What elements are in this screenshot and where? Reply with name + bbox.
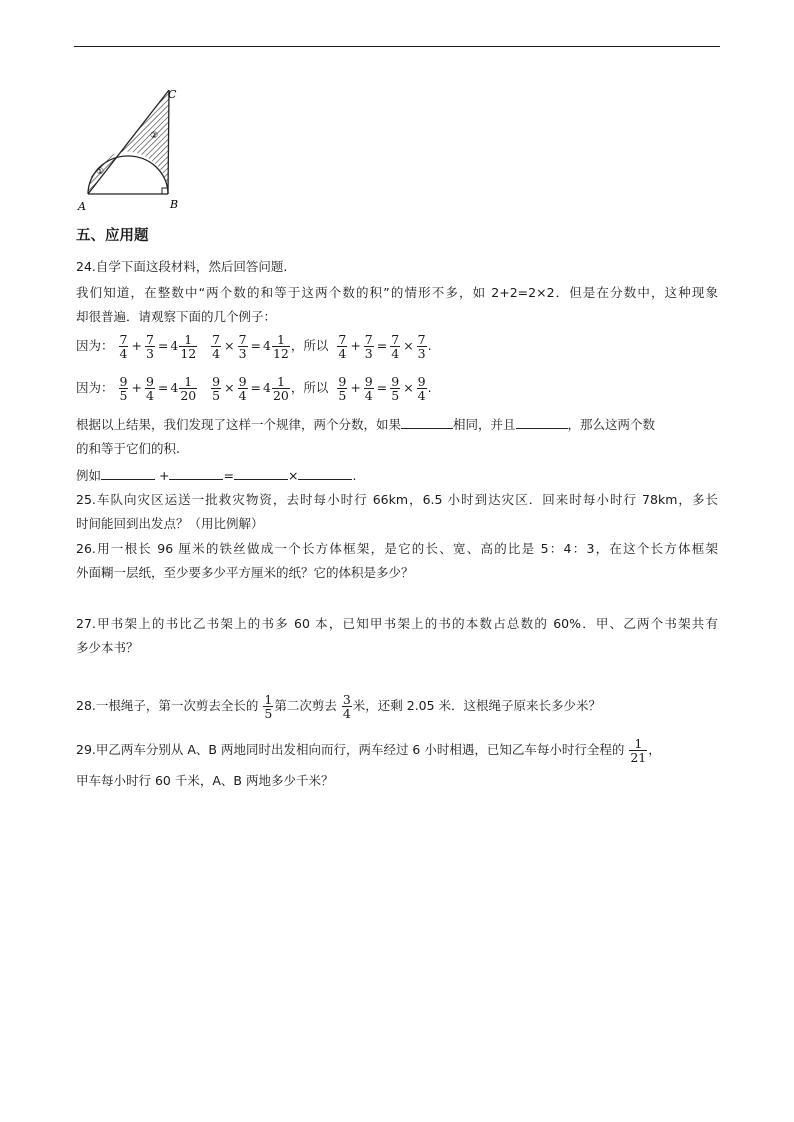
q24-example-2: 因为： $\frac{9}{5}$ + $\frac{9}{4}$ = 4 $\frac{1}{20}$ $\frac{9}{5}$ × $\frac{9}{4}$ = 4 $\frac{1}{20}$ ，所以 $\frac{9}{5}$ + $\frac{9}{4}$ = $\frac{9}{5}$ × $\frac{9}{4}$ .: [76, 374, 432, 403]
q24-rule-line-2: 的和等于它们的积.: [76, 441, 180, 456]
vertex-a-label: A: [78, 200, 86, 213]
q24-text-1b: 却很普遍．请观察下面的几个例子：: [76, 309, 277, 324]
q29-line-2: 甲车每小时行 60 千米，A、B 两地多少千米？: [76, 773, 334, 788]
q25-line-1: 25.车队向灾区运送一批救灾物资，去时每小时行 66km，6.5 小时到达灾区．回来时每小时行 78km，多长: [76, 492, 718, 507]
q29-line-1: 29.甲乙两车分别从 A、B 两地同时出发相向而行，两车经过 6 小时相遇，已知乙车每小时行全程的 $\frac{1}{21}$ ，: [76, 736, 661, 765]
shaded-region-2: [120, 90, 169, 194]
region-1-label: ①: [96, 167, 105, 177]
header-rule: [74, 46, 720, 47]
answer-blank-2[interactable]: [516, 417, 568, 429]
q24-rule-line: 根据以上结果，我们发现了这样一个规律，两个分数，如果 相同，并且 ，那么这两个数: [76, 417, 656, 432]
example-blank-1[interactable]: [101, 468, 155, 480]
section-title: 五、应用题: [76, 228, 149, 244]
q27-line-2: 多少本书？: [76, 640, 139, 655]
q28-line: 28.一根绳子，第一次剪去全长的 $\frac{1}{5}$ 第二次剪去 $\frac{3}{4}$ 米，还剩 2.05 米．这根绳子原来长多少米？: [76, 692, 602, 721]
q24-intro: 24.自学下面这段材料，然后回答问题.: [76, 259, 288, 274]
example-blank-3[interactable]: [234, 468, 288, 480]
q26-line-1: 26.用一根长 96 厘米的铁丝做成一个长方体框架，是它的长、宽、高的比是 5：4：3，在这个长方体框架: [76, 541, 718, 556]
region-2-label: ②: [150, 131, 159, 141]
vertex-c-label: C: [168, 88, 177, 101]
q24-text-1a: 我们知道，在整数中“两个数的和等于这两个数的积”的情形不多，如 2+2=2×2．但是在分数中，这种现象: [76, 285, 718, 300]
q27-line-1: 27.甲书架上的书比乙书架上的书多 60 本，已知甲书架上的书的本数占总数的 60%．甲、乙两个书架共有: [76, 616, 718, 631]
vertex-b-label: B: [170, 198, 179, 211]
triangle-semicircle-figure: [74, 86, 186, 214]
example-blank-4[interactable]: [298, 468, 352, 480]
q25-line-2: 时间能回到出发点？（用比例解）: [76, 516, 264, 531]
q26-line-2: 外面糊一层纸，至少要多少平方厘米的纸？它的体积是多少？: [76, 565, 414, 580]
example-blank-2[interactable]: [169, 468, 223, 480]
q24-example-line: 例如 + = × .: [76, 468, 357, 483]
q24-example-1: 因为： $\frac{7}{4}$ + $\frac{7}{3}$ = 4 $\frac{1}{12}$ $\frac{7}{4}$ × $\frac{7}{3}$ = 4 $\frac{1}{12}$ ，所以 $\frac{7}{4}$ + $\frac{7}{3}$ = $\frac{7}{4}$ × $\frac{7}{3}$ .: [76, 332, 432, 361]
answer-blank-1[interactable]: [401, 417, 453, 429]
